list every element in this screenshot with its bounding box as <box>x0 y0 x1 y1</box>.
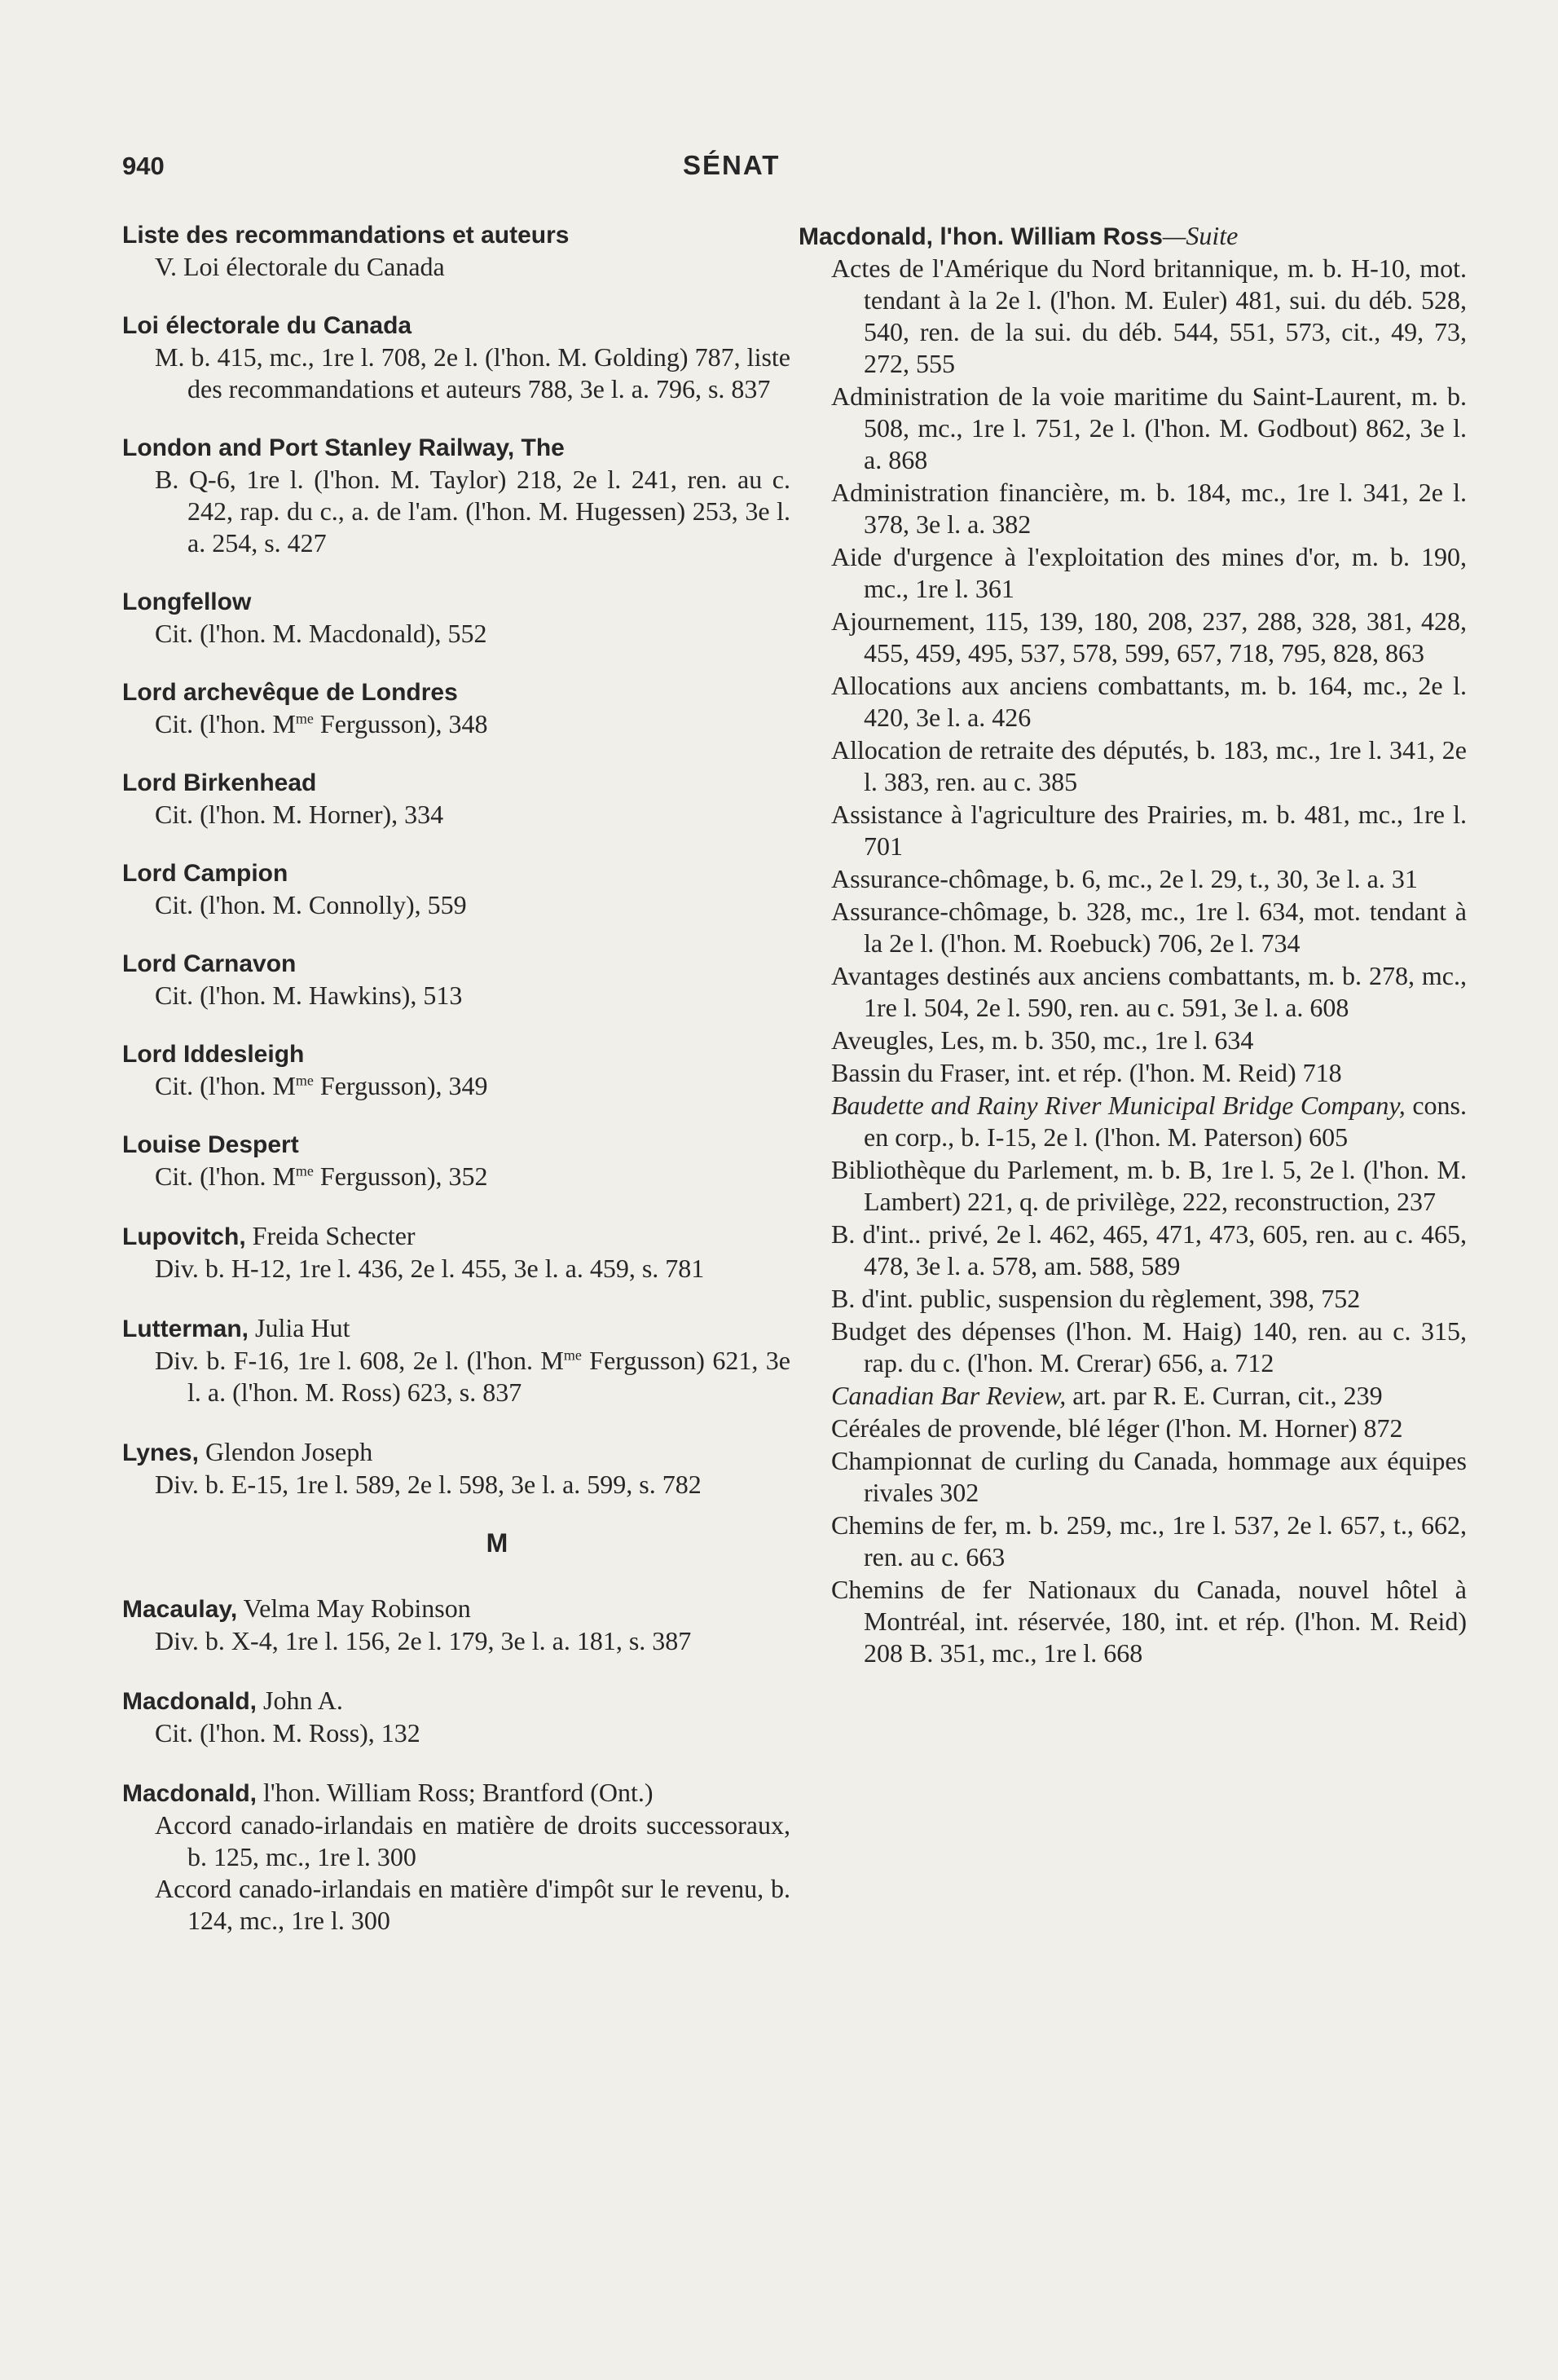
subentry: Cit. (l'hon. M. Connolly), 559 <box>155 890 467 919</box>
headword: Lord Campion <box>122 860 288 887</box>
headword <box>122 1777 790 1809</box>
subentry: B. d'int.. privé, 2e l. 462, 465, 471, 473, 605, ren. au c. 465, 478, 3e l. a. 578, am. 588, 589 <box>831 1219 1467 1280</box>
index-entry <box>122 1130 790 1192</box>
subentry: Ajournement, 115, 139, 180, 208, 237, 288, 328, 381, 428, 455, 459, 495, 537, 578, 599, 657, 718, 795, 828, 863 <box>831 606 1467 668</box>
headword <box>122 1220 790 1253</box>
subentry-italic: Canadian Bar Review, <box>831 1381 1067 1410</box>
headword-continued <box>799 220 1467 253</box>
subentry: Allocation de retraite des députés, b. 183, mc., 1re l. 341, 2e l. 383, ren. au c. 385 <box>831 735 1467 796</box>
headword-surname: Lynes, <box>122 1439 199 1466</box>
right-column <box>799 220 1467 1670</box>
headword-given-names: l'hon. William Ross; Brantford (Ont.) <box>257 1778 654 1807</box>
headword-given-names: Velma May Robinson <box>237 1593 471 1623</box>
subentry: Budget des dépenses (l'hon. M. Haig) 140, ren. au c. 315, rap. du c. (l'hon. M. Crerar) 656, a. 712 <box>831 1316 1467 1377</box>
subentry: Assistance à l'agriculture des Prairies, m. b. 481, mc., 1re l. 701 <box>831 800 1467 861</box>
subentry: Bassin du Fraser, int. et rép. (l'hon. M. Reid) 718 <box>831 1058 1342 1087</box>
subentry-text: Cit. (l'hon. M <box>155 1161 296 1191</box>
subentry: M. b. 415, mc., 1re l. 708, 2e l. (l'hon. M. Golding) 787, liste des recommandations et auteurs 788, 3e l. a. 796, s. 837 <box>155 342 790 403</box>
subentry <box>122 1161 790 1192</box>
headword <box>122 1312 790 1345</box>
headword <box>122 1436 790 1469</box>
index-entry <box>122 1220 790 1285</box>
headword-given-names: John A. <box>257 1686 343 1715</box>
subentry-text: Fergusson), 352 <box>313 1161 488 1191</box>
subentry: Div. b. E-15, 1re l. 589, 2e l. 598, 3e l. a. 599, s. 782 <box>155 1470 702 1499</box>
subentry-text: Cit. (l'hon. M <box>155 1071 296 1100</box>
subentry: Assurance-chômage, b. 6, mc., 2e l. 29, t., 30, 3e l. a. 31 <box>831 864 1418 893</box>
subentry: Div. b. H-12, 1re l. 436, 2e l. 455, 3e l. a. 459, s. 781 <box>155 1254 705 1283</box>
subentry: Cit. (l'hon. M. Ross), 132 <box>155 1718 420 1748</box>
subentry: Bibliothèque du Parlement, m. b. B, 1re l. 5, 2e l. (l'hon. M. Lambert) 221, q. de privilège, 222, reconstruction, 237 <box>831 1155 1467 1216</box>
subentry-text: Div. b. F-16, 1re l. 608, 2e l. (l'hon. M <box>155 1346 564 1375</box>
subentry <box>799 1090 1467 1153</box>
headword: Longfellow <box>122 588 252 615</box>
subentry-text: Cit. (l'hon. M <box>155 709 296 738</box>
headword: London and Port Stanley Railway, The <box>122 434 565 461</box>
subentry: Cit. (l'hon. M. Hawkins), 513 <box>155 981 463 1010</box>
headword <box>122 1685 790 1717</box>
subentry: V. Loi électorale du Canada <box>155 252 445 281</box>
index-entry <box>122 1593 790 1657</box>
subentry: B. d'int. public, suspension du règlement, 398, 752 <box>831 1284 1361 1313</box>
index-entry <box>122 220 790 283</box>
running-head: SÉNAT <box>683 150 781 180</box>
subentry: Céréales de provende, blé léger (l'hon. M. Horner) 872 <box>831 1413 1403 1443</box>
headword-surname: Lupovitch, <box>122 1223 246 1250</box>
subentry: Avantages destinés aux anciens combattants, m. b. 278, mc., 1re l. 504, 2e l. 590, ren. au c. 591, 3e l. a. 608 <box>831 961 1467 1022</box>
headword: Lord Iddesleigh <box>122 1041 305 1068</box>
index-entry <box>122 433 790 559</box>
subentry: Aide d'urgence à l'exploitation des mines d'or, m. b. 190, mc., 1re l. 361 <box>831 542 1467 603</box>
index-entry <box>122 1777 790 1937</box>
subentry-text: Fergusson), 349 <box>313 1071 488 1100</box>
continuation-label: —Suite <box>1162 221 1239 250</box>
headword: Lord archevêque de Londres <box>122 679 458 706</box>
subentry: Administration financière, m. b. 184, mc., 1re l. 341, 2e l. 378, 3e l. a. 382 <box>831 478 1467 539</box>
subentry <box>122 708 790 740</box>
subentry: Allocations aux anciens combattants, m. b. 164, mc., 2e l. 420, 3e l. a. 426 <box>831 671 1467 732</box>
headword-surname: Macdonald, <box>122 1688 257 1715</box>
subentry <box>122 1345 790 1408</box>
subentry-text: cons. en corp., b. I-15, 2e l. (l'hon. M. Paterson) 605 <box>864 1091 1467 1152</box>
page-number: 940 <box>122 152 165 180</box>
superscript: me <box>563 1346 582 1364</box>
subentry-list <box>799 253 1467 1089</box>
headword-surname: Lutterman, <box>122 1316 249 1342</box>
section-letter: M <box>486 1528 508 1558</box>
subentry: Assurance-chômage, b. 328, mc., 1re l. 634, mot. tendant à la 2e l. (l'hon. M. Roebuck) 706, 2e l. 734 <box>831 897 1467 958</box>
headword-name: Macdonald, l'hon. William Ross <box>799 223 1163 250</box>
headword: Louise Despert <box>122 1131 299 1158</box>
headword-given-names: Freida Schecter <box>245 1221 416 1250</box>
headword-surname: Macaulay, <box>122 1596 238 1623</box>
index-entry <box>122 949 790 1012</box>
headword-given-names: Glendon Joseph <box>198 1437 373 1466</box>
subentry: Accord canado-irlandais en matière de droits successoraux, b. 125, mc., 1re l. 300 <box>155 1810 790 1871</box>
index-entry <box>122 1436 790 1501</box>
index-entry <box>122 858 790 921</box>
subentry: Actes de l'Amérique du Nord britannique, m. b. H-10, mot. tendant à la 2e l. (l'hon. M. Euler) 481, sui. du déb. 528, 540, ren. de la sui. du déb. 544, 551, 573, cit., 49, 73, 272, 555 <box>831 253 1467 378</box>
headword <box>122 1593 790 1625</box>
index-entry <box>122 311 790 405</box>
subentry <box>799 1380 1467 1412</box>
superscript: me <box>295 1072 314 1089</box>
index-entry <box>122 1039 790 1102</box>
subentry <box>122 1070 790 1102</box>
subentry: Championnat de curling du Canada, hommage aux équipes rivales 302 <box>831 1446 1467 1507</box>
headword: Liste des recommandations et auteurs <box>122 222 570 249</box>
index-entry <box>122 1685 790 1749</box>
subentry: Chemins de fer, m. b. 259, mc., 1re l. 537, 2e l. 657, t., 662, ren. au c. 663 <box>831 1510 1467 1571</box>
index-entry <box>122 677 790 740</box>
subentry: B. Q-6, 1re l. (l'hon. M. Taylor) 218, 2e l. 241, ren. au c. 242, rap. du c., a. de l'am. (l'hon. M. Hugessen) 253, 3e l. a. 254, s. 427 <box>155 465 790 558</box>
subentry-text: Fergusson) 621, 3e l. a. (l'hon. M. Ross) 623, s. 837 <box>187 1346 791 1407</box>
headword: Lord Carnavon <box>122 950 297 977</box>
subentry: Cit. (l'hon. M. Macdonald), 552 <box>155 619 487 648</box>
headword: Loi électorale du Canada <box>122 312 412 339</box>
subentry: Chemins de fer Nationaux du Canada, nouvel hôtel à Montréal, int. réservée, 180, int. et rép. (l'hon. M. Reid) 208 B. 351, mc., 1re l. 668 <box>831 1575 1467 1668</box>
superscript: me <box>295 710 314 727</box>
index-entry <box>122 1312 790 1408</box>
subentry: Div. b. X-4, 1re l. 156, 2e l. 179, 3e l. a. 181, s. 387 <box>155 1626 692 1655</box>
subentry-text: art. par R. E. Curran, cit., 239 <box>1066 1381 1383 1410</box>
index-entry <box>122 768 790 831</box>
headword-surname: Macdonald, <box>122 1780 257 1807</box>
subentry-list <box>799 1154 1467 1379</box>
index-entry <box>122 587 790 650</box>
headword-given-names: Julia Hut <box>249 1313 350 1342</box>
subentry-list <box>799 1413 1467 1669</box>
subentry-text: Fergusson), 348 <box>313 709 488 738</box>
subentry: Aveugles, Les, m. b. 350, mc., 1re l. 634 <box>831 1025 1254 1055</box>
subentry: Accord canado-irlandais en matière d'impôt sur le revenu, b. 124, mc., 1re l. 300 <box>155 1874 790 1935</box>
left-column <box>122 220 790 1964</box>
subentry-italic: Baudette and Rainy River Municipal Bridge Company, <box>831 1091 1406 1120</box>
superscript: me <box>295 1162 314 1179</box>
subentry: Cit. (l'hon. M. Horner), 334 <box>155 800 444 829</box>
headword: Lord Birkenhead <box>122 769 317 796</box>
subentry: Administration de la voie maritime du Saint-Laurent, m. b. 508, mc., 1re l. 751, 2e l. (l'hon. M. Godbout) 862, 3e l. a. 868 <box>831 381 1467 474</box>
